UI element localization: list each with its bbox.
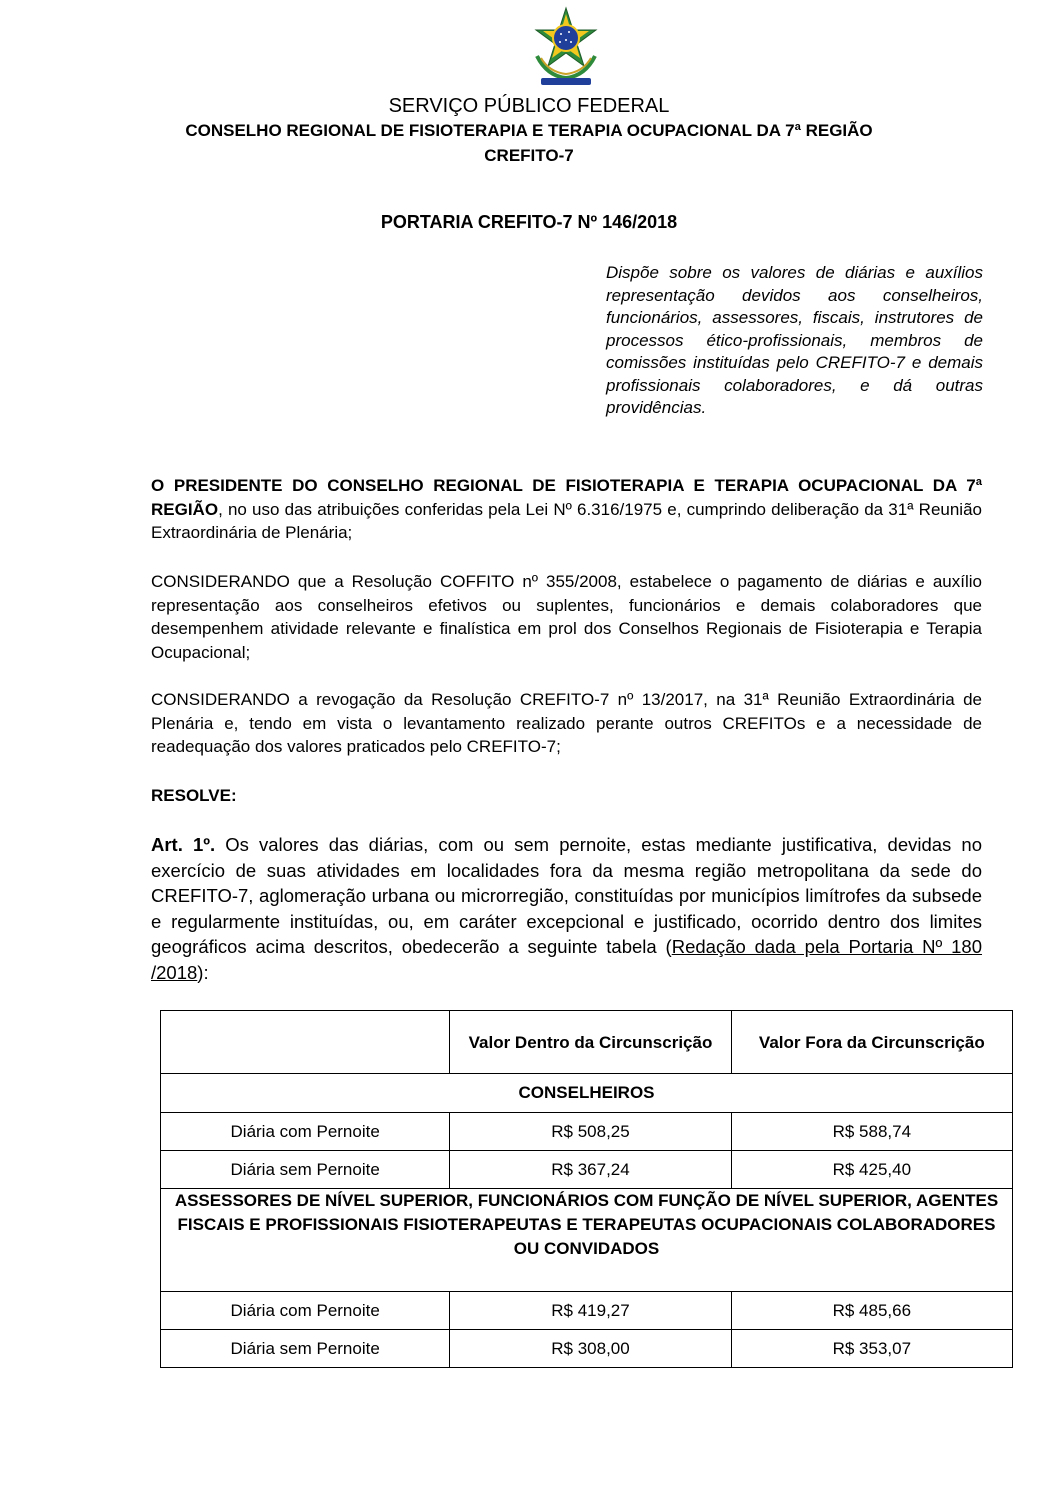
table-header-cell: Valor Dentro da Circunscrição: [450, 1011, 731, 1074]
table-cell: R$ 353,07: [731, 1330, 1012, 1368]
document-title: PORTARIA CREFITO-7 Nº 146/2018: [380, 212, 678, 232]
preamble-bold: O PRESIDENTE DO CONSELHO REGIONAL DE FISIOTERAPIA E TERAPIA OCUPACIONAL DA 7ª REGIÃO: [151, 476, 982, 519]
table-header-row: [161, 1011, 1013, 1074]
table-cell: Diária sem Pernoite: [161, 1330, 450, 1368]
paragraph-considering-2: CONSIDERANDO a revogação da Resolução CREFITO-7 nº 13/2017, na 31ª Reunião Extraordinária de Plenária e, tendo em vista o levantamento realizado perante outros CREFITOs e a necessidade de readequação dos valores praticados pelo CREFITO-7;: [151, 690, 982, 756]
header-acronym: CREFITO-7: [484, 146, 574, 165]
preamble-text: , no uso das atribuições conferidas pela Lei Nº 6.316/1975 e, cumprindo deliberação da 31ª Reunião Extraordinária de Plenária;: [151, 499, 982, 542]
article-1-end: ):: [197, 961, 209, 983]
table-row: [161, 1330, 1013, 1368]
paragraph-considering-1: CONSIDERANDO que a Resolução COFFITO nº 355/2008, estabelece o pagamento de diárias e auxílio representação aos conselheiros efetivos ou suplentes, funcionários e demais colaboradores que desempenhem atividade relevante e finalística em prol dos Conselhos Regionais de Fisioterapia e Terapia Ocupacional;: [151, 572, 982, 662]
table-cell: R$ 419,27: [450, 1292, 731, 1330]
table-cell: R$ 308,00: [450, 1330, 731, 1368]
table-row: [161, 1151, 1013, 1189]
brazil-coat-of-arms-icon: [527, 6, 605, 88]
table-cell: Diária sem Pernoite: [161, 1151, 450, 1189]
table-cell: Diária com Pernoite: [161, 1113, 450, 1151]
table-cell: R$ 485,66: [731, 1292, 1012, 1330]
article-1: [151, 832, 982, 985]
header-service: SERVIÇO PÚBLICO FEDERAL: [388, 95, 670, 117]
article-1-text: Os valores das diárias, com ou sem pernoite, estas mediante justificativa, devidas no exercício de suas atividades em localidades fora da mesma região metropolitana da sede do CREFITO-7, aglomeração urbana ou microrregião, constituídas por municípios limítrofes da subsede e regularmente instituídas, ou, em caráter excepcional e justificado, ocorrido dentro dos limites geográficos acima descritos, obedecerão a seguinte tabela (: [151, 834, 982, 957]
rates-table: [160, 1010, 1013, 1368]
paragraph-resolve: RESOLVE:: [151, 786, 237, 805]
table-section-row: [161, 1074, 1013, 1113]
document-summary: Dispõe sobre os valores de diárias e auxílios representação devidos aos conselheiros, funcionários, assessores, fiscais, instrutores de processos ético-profissionais, membros de comissões instituídas pelo CREFITO-7 e demais profissionais colaboradores, e dá outras providências.: [606, 263, 983, 417]
table-header-cell: [161, 1011, 450, 1074]
table-cell: R$ 425,40: [731, 1151, 1012, 1189]
table-row: [161, 1292, 1013, 1330]
section-title-assessores: ASSESSORES DE NÍVEL SUPERIOR, FUNCIONÁRIOS COM FUNÇÃO DE NÍVEL SUPERIOR, AGENTES FISCAIS E PROFISSIONAIS FISIOTERAPEUTAS E TERAPEUTAS OCUPACIONAIS COLABORADORES OU CONVIDADOS: [161, 1189, 1013, 1292]
table-cell: Diária com Pernoite: [161, 1292, 450, 1330]
table-header-cell: Valor Fora da Circunscrição: [731, 1011, 1012, 1074]
table-row: [161, 1113, 1013, 1151]
article-1-label: Art. 1º.: [151, 834, 216, 855]
table-cell: R$ 588,74: [731, 1113, 1012, 1151]
table-cell: R$ 508,25: [450, 1113, 731, 1151]
section-title-conselheiros: CONSELHEIROS: [161, 1074, 1013, 1113]
header-council-name: CONSELHO REGIONAL DE FISIOTERAPIA E TERAPIA OCUPACIONAL DA 7ª REGIÃO: [185, 121, 873, 140]
table-cell: R$ 367,24: [450, 1151, 731, 1189]
table-section-row: [161, 1189, 1013, 1292]
amendment-link[interactable]: Redação dada pela Portaria Nº 180 /2018: [151, 936, 982, 983]
paragraph-preamble: [151, 474, 982, 545]
